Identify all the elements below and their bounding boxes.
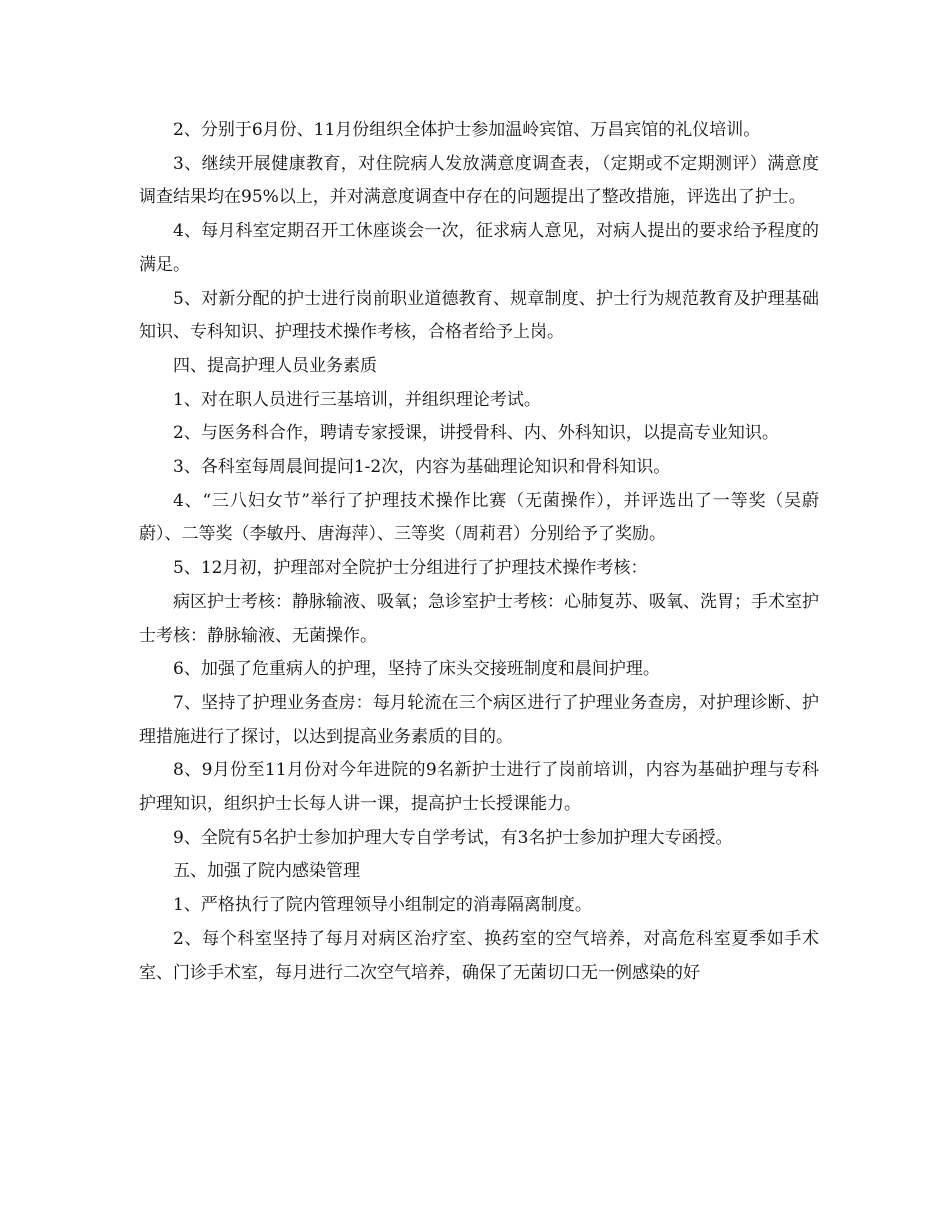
document-body xyxy=(139,114,819,990)
paragraph-13: 8、9月份至11月份对今年进院的9名新护士进行了岗前培训，内容为基础护理与专科护理知识，组织护士长每人讲一课，提高护士长授课能力。 xyxy=(139,760,819,815)
section-heading-5: 五、加强了院内感染管理 xyxy=(173,861,360,882)
paragraph-11: 6、加强了危重病人的护理，坚持了床头交接班制度和晨间护理。 xyxy=(173,659,660,680)
paragraph-9: 5、12月初，护理部对全院护士分组进行了护理技术操作考核： xyxy=(173,558,648,579)
paragraph-12: 7、坚持了护理业务查房：每月轮流在三个病区进行了护理业务查房，对护理诊断、护理措施进行了探讨，以达到提高业务素质的目的。 xyxy=(139,692,819,747)
paragraph-7: 3、各科室每周晨间提问1-2次，内容为基础理论知识和骨科知识。 xyxy=(173,457,671,478)
paragraph-1: 2、分别于6月份、11月份组织全体护士参加温岭宾馆、万昌宾馆的礼仪培训。 xyxy=(173,120,761,140)
paragraph-15: 1、严格执行了院内管理领导小组制定的消毒隔离制度。 xyxy=(173,895,592,916)
paragraph-14: 9、全院有5名护士参加护理大专自学考试，有3名护士参加护理大专函授。 xyxy=(173,827,733,848)
paragraph-16: 2、每个科室坚持了每月对病区治疗室、换药室的空气培养，对高危科室夏季如手术室、门诊手术室，每月进行二次空气培养，确保了无菌切口无一例感染的好 xyxy=(139,928,819,983)
paragraph-2: 3、继续开展健康教育，对住院病人发放满意度调查表，（定期或不定期测评）满意度调查结果均在95%以上，并对满意度调查中存在的问题提出了整改措施，评选出了护士。 xyxy=(139,153,819,208)
paragraph-8: 4、“三八妇女节”举行了护理技术操作比赛（无菌操作），并评选出了一等奖（吴蔚蔚）、二等奖（李敏丹、唐海萍）、三等奖（周莉君）分别给予了奖励。 xyxy=(139,490,819,545)
paragraph-10: 病区护士考核：静脉输液、吸氧；急诊室护士考核：心肺复苏、吸氧、洗胃；手术室护士考核：静脉输液、无菌操作。 xyxy=(139,591,819,646)
section-heading-4: 四、提高护理人员业务素质 xyxy=(173,355,377,376)
paragraph-4: 5、对新分配的护士进行岗前职业道德教育、规章制度、护士行为规范教育及护理基础知识、专科知识、护理技术操作考核，合格者给予上岗。 xyxy=(139,288,819,343)
paragraph-5: 1、对在职人员进行三基培训，并组织理论考试。 xyxy=(173,389,541,410)
paragraph-3: 4、每月科室定期召开工休座谈会一次，征求病人意见，对病人提出的要求给予程度的满足。 xyxy=(139,221,819,275)
paragraph-6: 2、与医务科合作，聘请专家授课，讲授骨科、内、外科知识，以提高专业知识。 xyxy=(173,423,779,444)
